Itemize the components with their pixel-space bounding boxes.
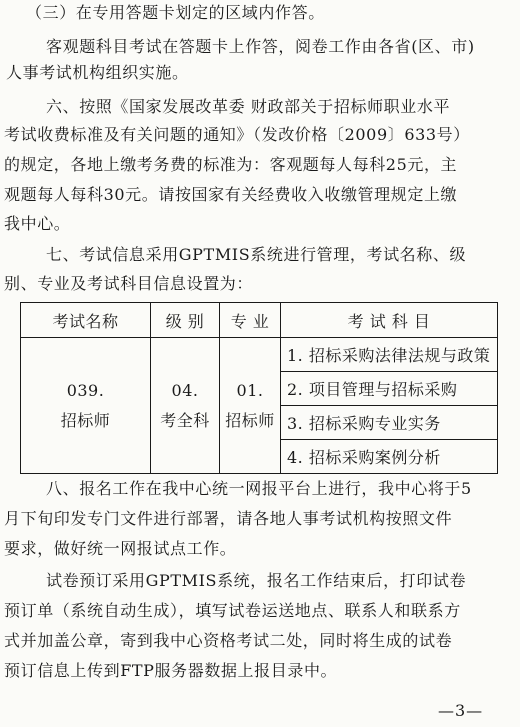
major-name: 招标师 (225, 410, 275, 430)
major-code: 01. (236, 380, 264, 400)
header-exam-name: 考试名称 (21, 303, 151, 338)
header-major: 专 业 (220, 303, 281, 338)
subject-item: 2. 项目管理与招标采购 (281, 372, 498, 406)
paragraph-six-line2: 考试收费标准及有关问题的通知》（发改价格〔2009〕633号） (4, 125, 470, 144)
subject-item: 1. 招标采购法律法规与政策 (281, 338, 498, 372)
paragraph-six-line1: 六、按照《国家发展改革委 财政部关于招标师职业水平 (46, 97, 451, 116)
paragraph-eight-line3: 要求，做好统一网报试点工作。 (4, 539, 237, 558)
paragraph-eight-line2: 月下旬印发专门文件进行部署，请各地人事考试机构按照文件 (4, 509, 453, 528)
header-level: 级 别 (151, 303, 220, 338)
paragraph-seven-line2: 别、专业及考试科目信息设置为： (4, 274, 254, 293)
subject-item: 3. 招标采购专业实务 (281, 406, 498, 440)
paragraph-booking-line2: 预订单（系统自动生成），填写试卷运送地点、联系人和联系方 (4, 601, 461, 620)
paragraph-booking-line4: 预订信息上传到FTP服务器数据上报目录中。 (4, 661, 338, 680)
level-code: 04. (171, 380, 199, 400)
exam-name-cell (21, 338, 151, 474)
paragraph-booking-line3: 式并加盖公章，寄到我中心资格考试二处，同时将生成的试卷 (4, 631, 453, 650)
paragraph-seven-line1: 七、考试信息采用GPTMIS系统进行管理，考试名称、级 (46, 245, 467, 264)
header-subjects: 考 试 科 目 (281, 303, 498, 338)
level-name: 考全科 (160, 410, 210, 430)
paragraph-objective-line2: 人事考试机构组织实施。 (6, 63, 189, 82)
paragraph-objective-line1: 客观题科目考试在答题卡上作答，阅卷工作由各省(区、市) (46, 37, 475, 56)
paragraph-six-line3: 的规定，各地上缴考务费的标准为：客观题每人每科25元，主 (4, 155, 458, 174)
major-cell (220, 338, 281, 474)
paragraph-six-line5: 我中心。 (4, 214, 71, 233)
paragraph-booking-line1: 试卷预订采用GPTMIS系统，报名工作结束后，打印试卷 (46, 571, 467, 590)
exam-name: 招标师 (60, 410, 111, 430)
page-number: —3— (438, 701, 484, 720)
paragraph-eight-line1: 八、报名工作在我中心统一网报平台上进行，我中心将于5 (46, 479, 472, 498)
table-header-row (21, 303, 498, 338)
exam-info-table (20, 302, 498, 474)
paragraph-answer-area: （三）在专用答题卡划定的区域内作答。 (26, 3, 325, 22)
table-row (21, 338, 498, 372)
paragraph-six-line4: 观题每人每科30元。请按国家有关经费收入收缴管理规定上缴 (4, 185, 458, 204)
subject-item: 4. 招标采购案例分析 (281, 440, 498, 474)
level-cell (151, 338, 220, 474)
exam-code: 039. (66, 380, 105, 400)
